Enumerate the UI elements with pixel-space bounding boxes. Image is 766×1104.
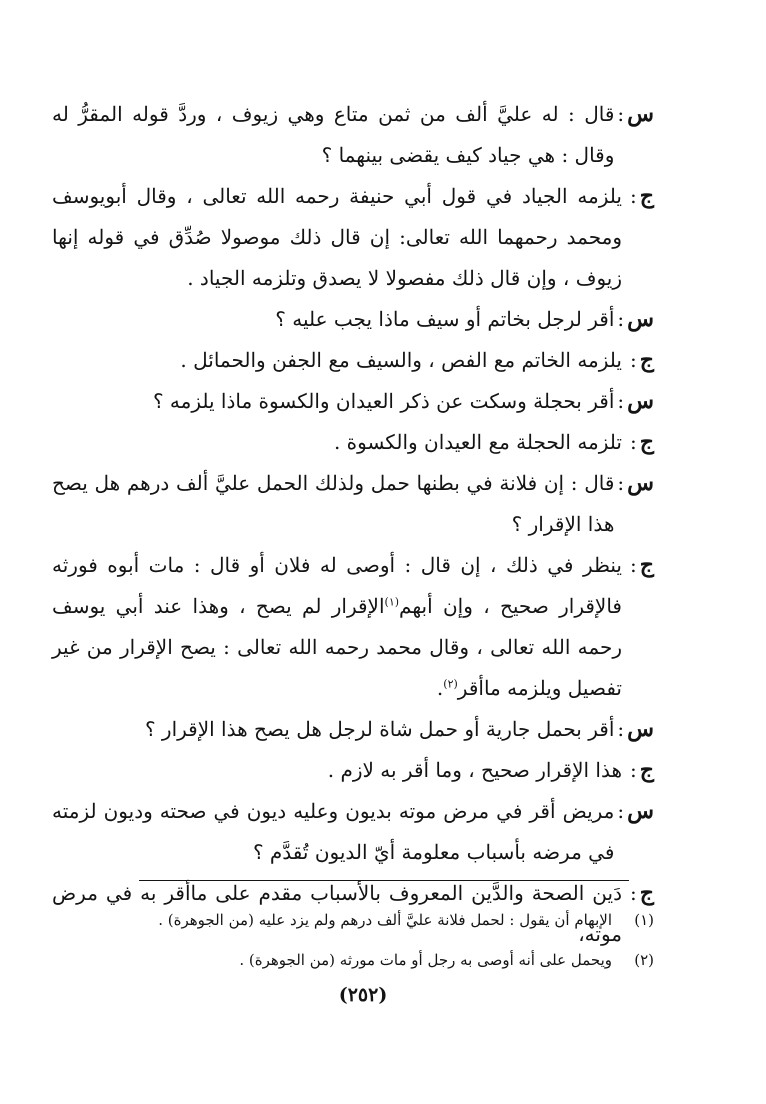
question-entry: س : أقر بحجلة وسكت عن ذكر العيدان والكسوة ماذا يلزمه ؟ xyxy=(52,381,654,422)
question-label: س xyxy=(627,101,654,127)
question-text: أقر بحجلة وسكت عن ذكر العيدان والكسوة ماذا يلزمه ؟ xyxy=(152,389,615,413)
answer-entry: ج : يلزمه الجياد في قول أبي حنيفة رحمه الله تعالى ، وقال أبويوسف ومحمد رحمهما الله تعالى: إن قال ذلك موصولا صُدِّق في قوله إنها زيوف ، وإن قال ذلك مفصولا لا يصدق وتلزمه الجياد . xyxy=(52,176,654,299)
question-label: س xyxy=(627,306,654,332)
question-entry: س : أقر لرجل بخاتم أو سيف ماذا يجب عليه ؟ xyxy=(52,299,654,340)
footnote-text: ويحمل على أنه أوصى به رجل أو مات مورثه (من الجوهرة) . xyxy=(239,951,612,969)
footnote-divider xyxy=(139,880,629,881)
question-text: قال : له عليَّ ألف من ثمن متاع وهي زيوف ، وردَّ قوله المقرُّ له وقال : هي جياد كيف يقضى بينهما ؟ xyxy=(52,102,615,167)
answer-label: ج xyxy=(639,183,654,209)
question-text: أقر بحمل جارية أو حمل شاة لرجل هل يصح هذا الإقرار ؟ xyxy=(144,717,615,741)
footnote-number: (٢) xyxy=(634,951,654,969)
question-entry: س : مريض أقر في مرض موته بديون وعليه ديون في صحته وديون لزمته في مرضه بأسباب معلومة أيّ الديون تُقدَّم ؟ xyxy=(52,791,654,873)
answer-text: يلزمه الخاتم مع الفص ، والسيف مع الجفن والحمائل . xyxy=(180,348,622,372)
footnote-text: الإبهام أن يقول : لحمل فلانة عليَّ ألف درهم ولم يزد عليه (من الجوهرة) . xyxy=(158,911,612,929)
question-label: س xyxy=(627,798,654,824)
footnote xyxy=(124,900,654,940)
answer-text: تلزمه الحجلة مع العيدان والكسوة . xyxy=(333,430,622,454)
question-entry: س : أقر بحمل جارية أو حمل شاة لرجل هل يصح هذا الإقرار ؟ xyxy=(52,709,654,750)
answer-label: ج xyxy=(639,552,654,578)
answer-entry: ج : هذا الإقرار صحيح ، وما أقر به لازم . xyxy=(52,750,654,791)
page-number: (٢٥٢) xyxy=(338,984,388,1006)
answer-entry: ج : يلزمه الخاتم مع الفص ، والسيف مع الجفن والحمائل . xyxy=(52,340,654,381)
footnote-ref: (٢) xyxy=(443,677,458,691)
answer-label: ج xyxy=(639,347,654,373)
question-text: أقر لرجل بخاتم أو سيف ماذا يجب عليه ؟ xyxy=(275,307,615,331)
question-label: س xyxy=(627,716,654,742)
answer-label: ج xyxy=(639,757,654,783)
footnote xyxy=(124,940,654,980)
answer-text-part: . xyxy=(436,676,444,700)
footnotes xyxy=(124,900,654,980)
question-label: س xyxy=(627,388,654,414)
question-text: مريض أقر في مرض موته بديون وعليه ديون في صحته وديون لزمته في مرضه بأسباب معلومة أيّ الديون تُقدَّم ؟ xyxy=(52,799,615,864)
answer-text: يلزمه الجياد في قول أبي حنيفة رحمه الله تعالى ، وقال أبويوسف ومحمد رحمهما الله تعالى: إن قال ذلك موصولا صُدِّق في قوله إنها زيوف ، وإن قال ذلك مفصولا لا يصدق وتلزمه الجياد . xyxy=(52,184,622,290)
answer-entry: ج : دَين الصحة والدَّين المعروف بالأسباب مقدم على ماأقر به في مرض موته، xyxy=(52,873,654,955)
answer-text-part: ينظر في ذلك ، إن قال : أوصى له فلان أو قال : مات أبوه فورثه فالإقرار صحيح ، وإن أبهم xyxy=(52,553,622,618)
footnote-number: (١) xyxy=(634,911,654,929)
answer-text xyxy=(52,545,622,709)
question-text: قال : إن فلانة في بطنها حمل ولذلك الحمل عليَّ ألف درهم هل يصح هذا الإقرار ؟ xyxy=(52,471,615,536)
answer-text: هذا الإقرار صحيح ، وما أقر به لازم . xyxy=(327,758,622,782)
answer-text: دَين الصحة والدَّين المعروف بالأسباب مقدم على ماأقر به في مرض موته، xyxy=(52,881,622,946)
answer-label: ج xyxy=(639,880,654,906)
question-entry: س : قال : له عليَّ ألف من ثمن متاع وهي زيوف ، وردَّ قوله المقرُّ له وقال : هي جياد كيف يقضى بينهما ؟ xyxy=(52,94,654,176)
question-label: س xyxy=(627,470,654,496)
footnote-ref: (١) xyxy=(384,595,400,609)
answer-label: ج xyxy=(639,429,654,455)
question-entry: س : قال : إن فلانة في بطنها حمل ولذلك الحمل عليَّ ألف درهم هل يصح هذا الإقرار ؟ xyxy=(52,463,654,545)
answer-entry: ج : تلزمه الحجلة مع العيدان والكسوة . xyxy=(52,422,654,463)
answer-text-part: الإقرار لم يصح ، وهذا عند أبي يوسف رحمه الله تعالى ، وقال محمد رحمه الله تعالى : يصح الإقرار من غير تفصيل ويلزمه ماأقر xyxy=(52,594,622,700)
main-text xyxy=(52,94,654,955)
answer-entry: ج : ينظر في ذلك ، إن قال : أوصى له فلان أو قال : مات أبوه فورثه فالإقرار صحيح ، وإن أبهم$^{(١)}$الإقرار لم يصح ، وهذا عند أبي يوسف رحمه الله تعالى ، وقال محمد رحمه الله تعالى : يصح الإقرار من غير تفصيل ويلزمه ماأقر$^{(٢)}$. xyxy=(52,545,654,709)
